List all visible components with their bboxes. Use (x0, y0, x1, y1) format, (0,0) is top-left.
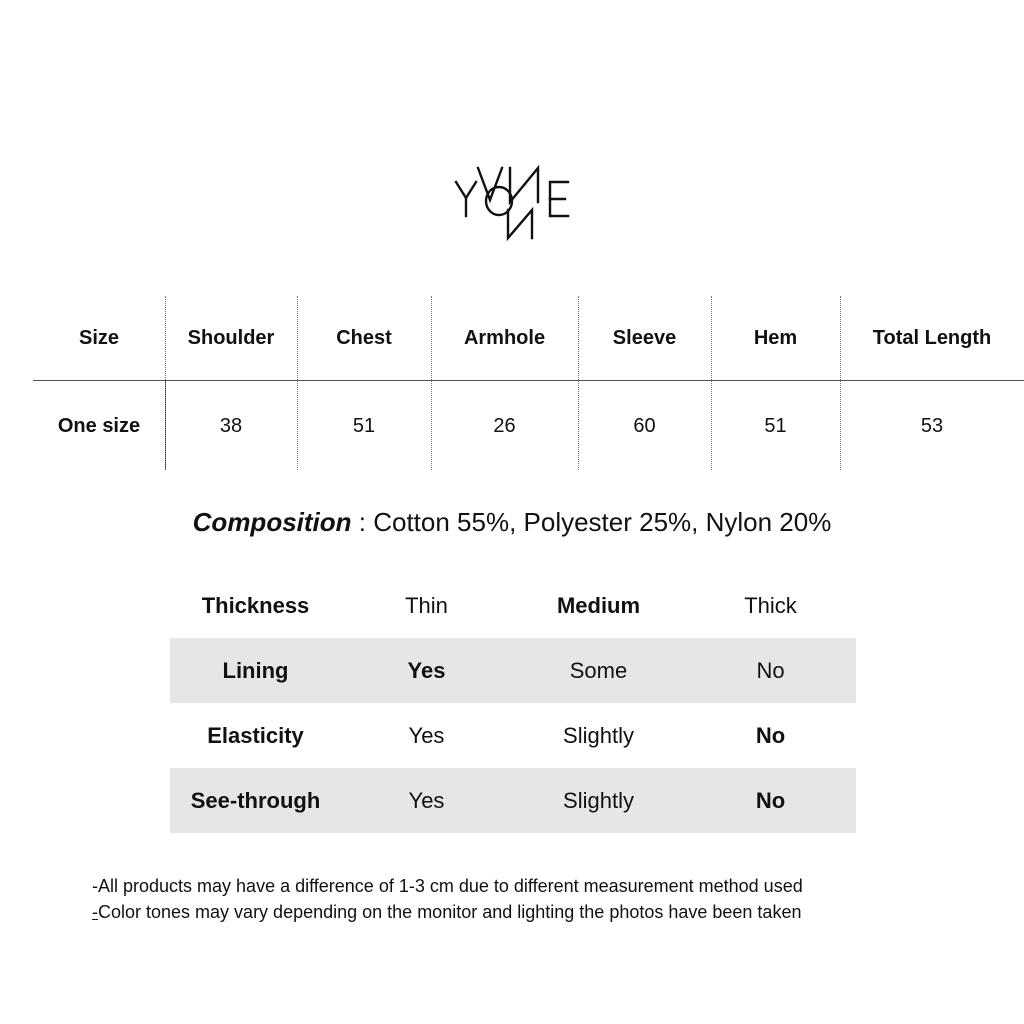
composition-label: Composition (192, 507, 352, 537)
attribute-row-see-through (170, 768, 856, 833)
attribute-option: Slightly (563, 722, 634, 748)
attribute-option: Medium (556, 592, 641, 618)
value-chest: 51 (352, 415, 376, 437)
row-label-one-size: One size (57, 415, 141, 437)
attribute-row-lining (170, 638, 856, 703)
column-divider (297, 296, 298, 470)
header-total-length: Total Length (872, 327, 992, 349)
attribute-label: Elasticity (207, 722, 304, 748)
note-color-tones (92, 899, 803, 925)
attribute-option: No (755, 722, 786, 748)
header-sleeve: Sleeve (612, 327, 677, 349)
attribute-option: No (756, 657, 785, 683)
brand-logo (452, 160, 576, 244)
column-divider (578, 296, 579, 470)
attribute-option: Yes (407, 657, 446, 683)
note-dash: - (92, 902, 98, 922)
size-table (33, 296, 1024, 470)
column-divider (431, 296, 432, 470)
attribute-option: Thin (405, 592, 448, 618)
composition-text: Cotton 55%, Polyester 25%, Nylon 20% (373, 507, 832, 537)
header-chest: Chest (336, 327, 392, 349)
attribute-option: Slightly (563, 787, 634, 813)
value-armhole: 26 (493, 415, 516, 437)
column-divider (711, 296, 712, 470)
note-color-text: Color tones may vary depending on the monitor and lighting the photos have been taken (98, 902, 802, 922)
header-size: Size (78, 327, 120, 349)
value-hem: 51 (764, 415, 787, 437)
attribute-option: Yes (408, 722, 445, 748)
header-shoulder: Shoulder (187, 327, 275, 349)
attribute-label: Thickness (201, 592, 310, 618)
header-divider (33, 380, 1024, 381)
attribute-option: Thick (744, 592, 797, 618)
attribute-label: See-through (190, 787, 321, 813)
note-measurement: -All products may have a difference of 1-3 cm due to different measurement method used (92, 876, 803, 896)
fabric-attributes-table (170, 573, 856, 833)
header-hem: Hem (753, 327, 798, 349)
attribute-option: Yes (408, 787, 445, 813)
attribute-row-elasticity (170, 703, 856, 768)
value-shoulder: 38 (219, 415, 243, 437)
attribute-label: Lining (222, 657, 289, 683)
attribute-option: Some (569, 657, 628, 683)
composition-separator: : (351, 507, 374, 537)
value-sleeve: 60 (633, 415, 656, 437)
attribute-row-thickness (170, 573, 856, 638)
disclaimer-notes (92, 873, 803, 925)
column-divider (840, 296, 841, 470)
attribute-option: No (755, 787, 786, 813)
composition (0, 504, 1024, 540)
value-total-length: 53 (920, 415, 944, 437)
header-armhole: Armhole (463, 327, 546, 349)
column-divider (165, 296, 166, 470)
